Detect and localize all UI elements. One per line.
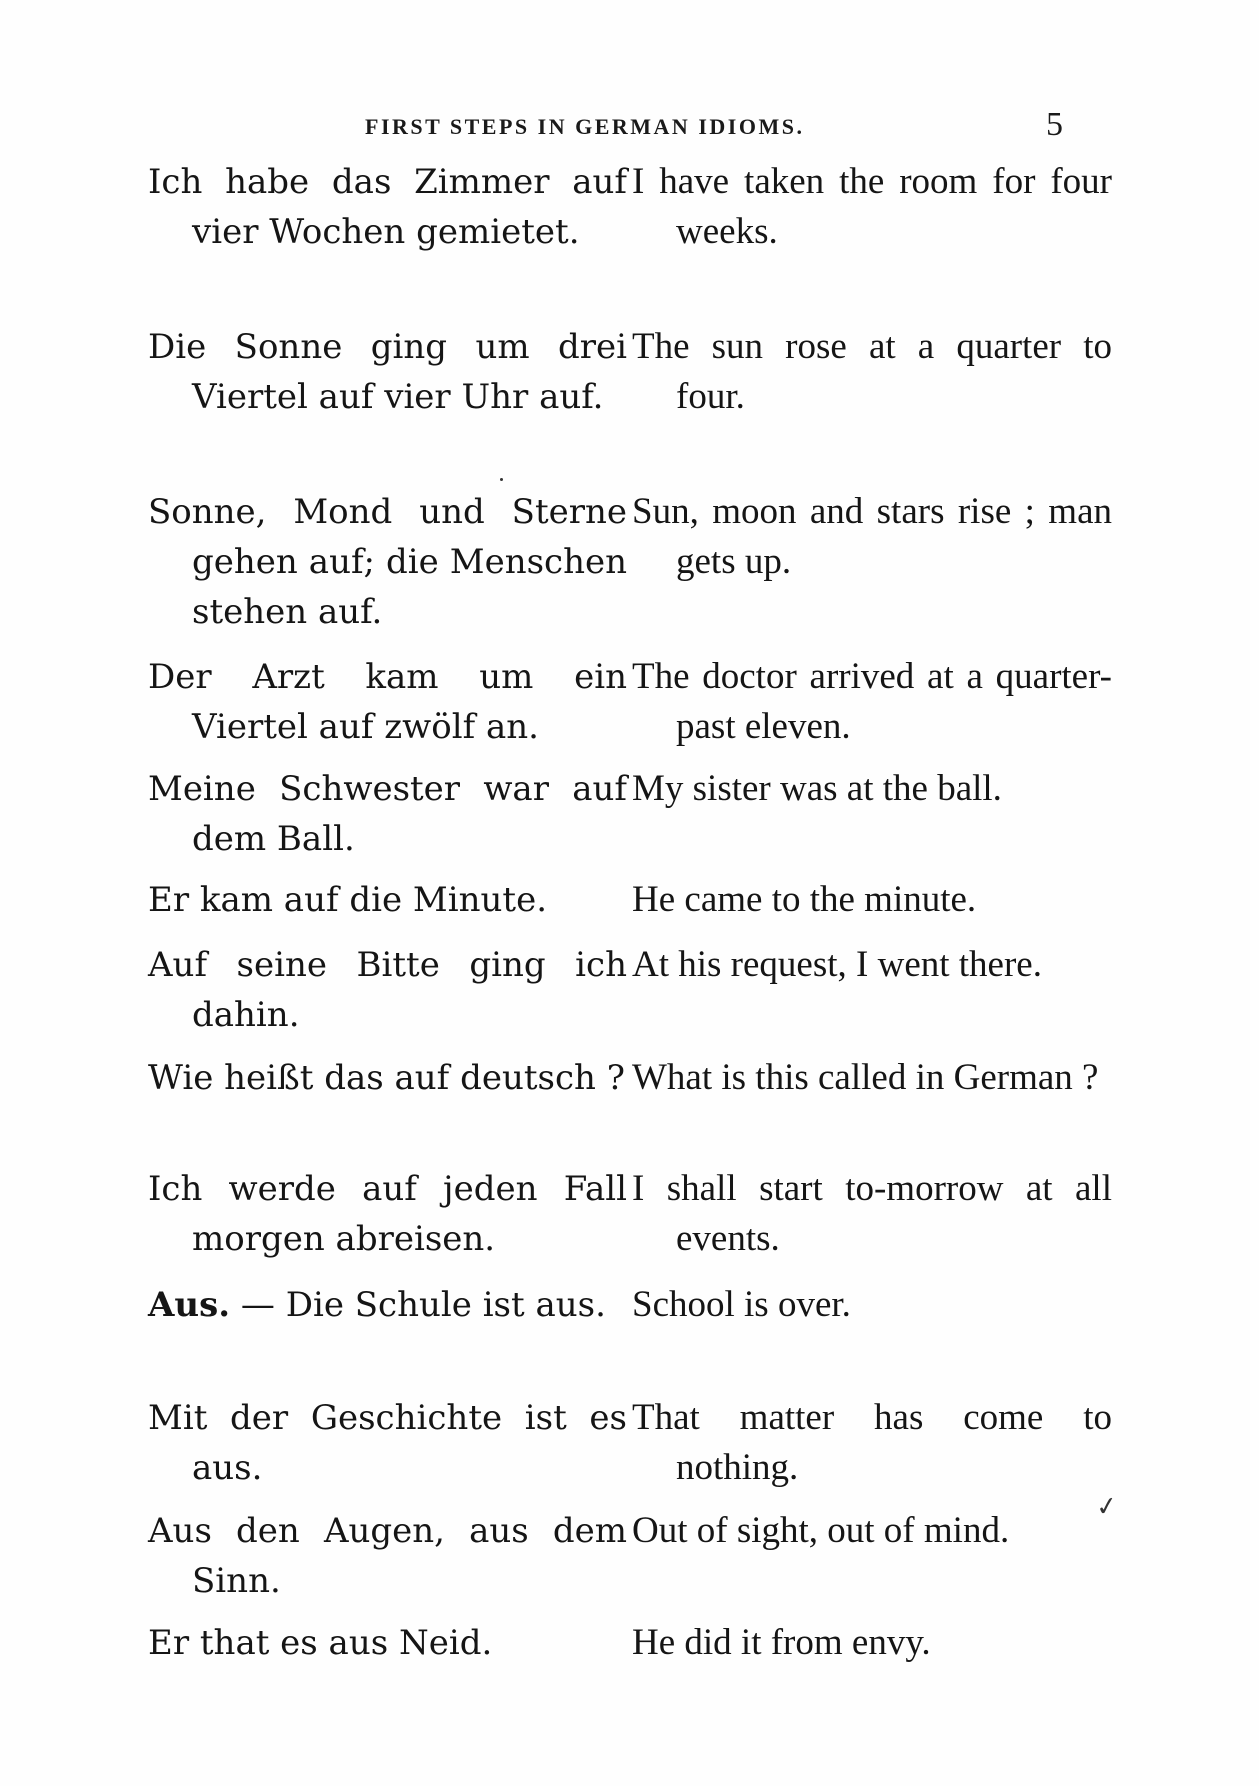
- ink-dot: [500, 478, 503, 481]
- english-translation: That matter has come to nothing.: [632, 1397, 1112, 1488]
- german-text: Der Arzt kam um ein Viertel auf zwölf an.: [148, 657, 627, 747]
- english-translation: The doctor arrived at a quarter-past eleven.: [632, 656, 1112, 747]
- english-translation: School is over.: [632, 1284, 851, 1325]
- english-translation: I shall start to-morrow at all events.: [632, 1168, 1112, 1259]
- check-mark-icon: ✓: [1094, 1490, 1120, 1524]
- section-keyword: Aus.: [148, 1285, 231, 1325]
- german-text: Ich habe das Zimmer auf vier Wochen gemietet.: [148, 162, 627, 252]
- english-translation: My sister was at the ball.: [632, 768, 1002, 809]
- english-translation: The sun rose at a quarter to four.: [632, 326, 1112, 417]
- english-translation: He did it from envy.: [632, 1622, 931, 1663]
- german-text: [148, 1280, 627, 1330]
- german-text-body: — Die Schule ist aus.: [230, 1285, 606, 1325]
- german-text: Aus den Augen, aus dem Sinn.: [148, 1511, 627, 1601]
- german-text: Die Sonne ging um drei Viertel auf vier Uhr auf.: [148, 327, 627, 417]
- english-translation: Sun, moon and stars rise ; man gets up.: [632, 491, 1112, 582]
- english-translation: Out of sight, out of mind.: [632, 1510, 1010, 1551]
- english-translation: I have taken the room for four weeks.: [632, 161, 1112, 252]
- german-text: Er kam auf die Minute.: [148, 880, 548, 920]
- page-number: 5: [1046, 106, 1063, 143]
- english-translation: He came to the minute.: [632, 879, 977, 920]
- german-text: Auf seine Bitte ging ich dahin.: [148, 945, 627, 1035]
- german-text: Mit der Geschichte ist es aus.: [148, 1398, 627, 1488]
- english-translation: At his request, I went there.: [632, 944, 1042, 985]
- german-text: Meine Schwester war auf dem Ball.: [148, 769, 627, 859]
- english-translation: What is this called in German ?: [632, 1057, 1099, 1098]
- german-text: Sonne, Mond und Sterne gehen auf; die Menschen stehen auf.: [148, 492, 627, 632]
- running-head-title: FIRST STEPS IN GERMAN IDIOMS.: [365, 114, 805, 139]
- german-text: Wie heißt das auf deutsch ?: [148, 1058, 625, 1098]
- german-text: Er that es aus Neid.: [148, 1623, 493, 1663]
- german-text: Ich werde auf jeden Fall morgen abreisen.: [148, 1169, 627, 1259]
